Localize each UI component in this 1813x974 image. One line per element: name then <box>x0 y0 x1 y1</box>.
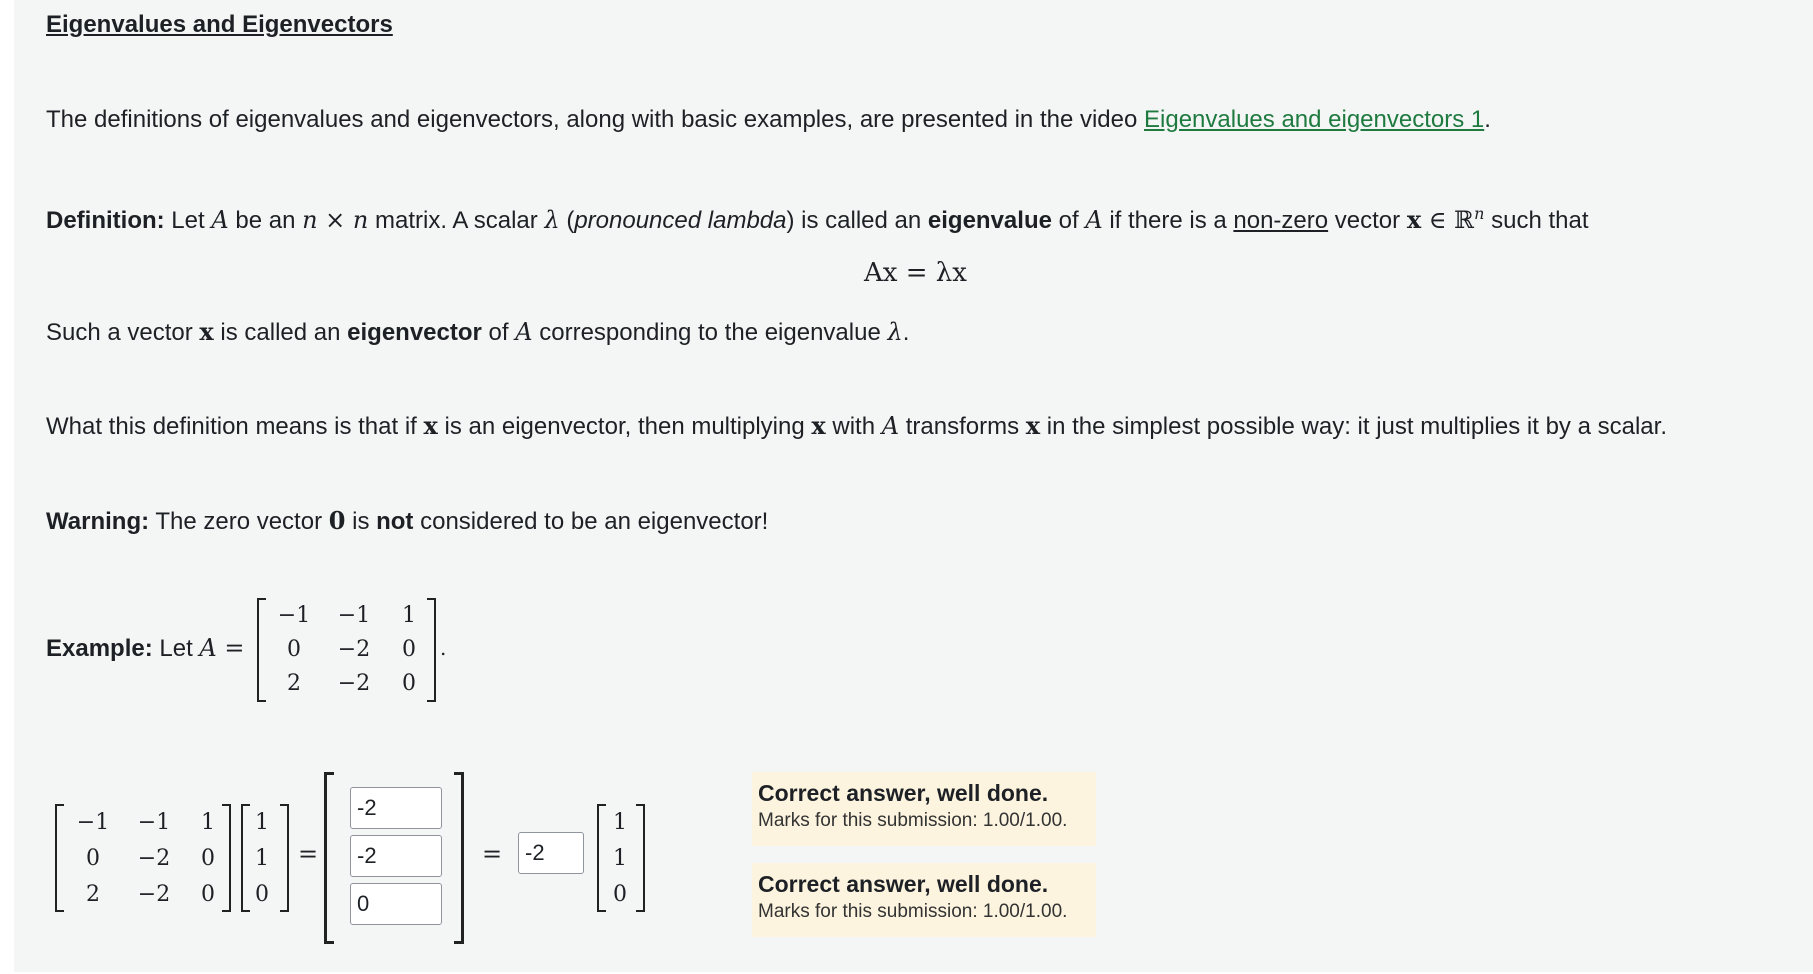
video-link[interactable]: Eigenvalues and eigenvectors 1 <box>1144 106 1485 133</box>
text: is <box>345 508 377 535</box>
result-input-3[interactable] <box>350 883 442 925</box>
feedback-marks: Marks for this submission: 1.00/1.00. <box>758 810 1068 831</box>
eigen-equation <box>864 256 967 289</box>
warning-label: Warning: <box>46 508 150 535</box>
vector-cell: 1 <box>255 809 269 835</box>
vector-cell: 0 <box>613 881 627 907</box>
eigenvector-column <box>606 804 634 908</box>
text: corresponding to the eigenvalue <box>532 319 888 346</box>
vector-cell: 0 <box>255 881 269 907</box>
section-title: Eigenvalues and Eigenvectors <box>46 11 393 38</box>
definition-label: Definition: <box>46 207 165 234</box>
right-bracket <box>454 772 464 944</box>
text: in the simplest possible way: it just multiplies it by a scalar. <box>1040 413 1667 440</box>
feedback-box <box>752 863 1096 937</box>
text: Let <box>164 207 212 234</box>
text: Such a vector <box>46 319 200 346</box>
vector-cell: 1 <box>613 809 627 835</box>
text: if there is a <box>1102 207 1234 234</box>
computation-vector <box>248 804 276 908</box>
text: is called an <box>213 319 348 346</box>
matrix-cell: 0 <box>402 670 416 696</box>
example-matrix-grid <box>266 598 436 700</box>
matrix-cell: −2 <box>137 881 171 907</box>
eigenvector-term: eigenvector <box>347 319 482 346</box>
right-bracket <box>280 804 289 912</box>
math-equals: = <box>216 634 245 662</box>
matrix-cell: 2 <box>86 881 100 907</box>
feedback-marks: Marks for this submission: 1.00/1.00. <box>758 901 1068 922</box>
math-lambda: λ <box>887 318 903 346</box>
matrix-cell: −2 <box>137 845 171 871</box>
text: transforms <box>899 413 1026 440</box>
intro-period: . <box>1484 106 1491 133</box>
math-x: x <box>199 317 214 346</box>
text: of <box>481 319 516 346</box>
example-label: Example: <box>46 635 153 662</box>
left-bracket <box>55 804 64 912</box>
intro-paragraph <box>46 105 1491 135</box>
matrix-cell: 0 <box>201 845 215 871</box>
period: . <box>440 636 447 660</box>
math-A: A <box>881 412 900 440</box>
text: of <box>1051 207 1086 234</box>
text: such that <box>1484 207 1589 234</box>
math-n-superscript: n <box>1474 204 1485 223</box>
right-bracket <box>222 804 231 912</box>
warning-paragraph <box>46 506 768 537</box>
left-bracket <box>597 804 606 912</box>
math-A: A <box>211 206 229 234</box>
right-bracket <box>427 598 436 702</box>
math-lambda: λ <box>544 206 560 234</box>
matrix-cell: 1 <box>201 809 215 835</box>
text: be an <box>228 207 303 234</box>
result-input-1[interactable] <box>350 787 442 829</box>
math-nxn: n × n <box>302 206 369 234</box>
vector-cell: 1 <box>613 845 627 871</box>
feedback-box <box>752 772 1096 846</box>
text: The zero vector <box>149 508 329 535</box>
matrix-cell: −2 <box>337 636 371 662</box>
computation-matrix <box>64 804 232 908</box>
intro-text: The definitions of eigenvalues and eigenvectors, along with basic examples, are presented in the video <box>46 106 1145 133</box>
right-bracket <box>636 804 645 912</box>
text: ) is called an <box>786 207 928 234</box>
text: ( <box>559 207 575 234</box>
equals-sign: = <box>482 840 503 868</box>
eigenvalue-term: eigenvalue <box>927 207 1052 234</box>
math-A: A <box>515 318 533 346</box>
math-zero-vector: 0 <box>328 506 346 535</box>
vector-cell: 1 <box>255 845 269 871</box>
text: . <box>902 319 910 346</box>
result-input-2[interactable] <box>350 835 442 877</box>
left-bracket <box>324 772 334 944</box>
text: Let <box>152 635 200 662</box>
pronounced-note: pronounced lambda <box>574 207 787 234</box>
matrix-cell: 0 <box>402 636 416 662</box>
text: with <box>825 413 882 440</box>
math-A: A <box>199 634 217 662</box>
text: is an eigenvector, then multiplying <box>437 413 812 440</box>
definition-paragraph <box>46 199 1588 236</box>
matrix-cell: −2 <box>337 670 371 696</box>
text: considered to be an eigenvector! <box>413 508 769 535</box>
eigenvector-paragraph <box>46 317 909 348</box>
matrix-cell: 0 <box>201 881 215 907</box>
math-x: x <box>1406 205 1422 234</box>
matrix-cell: 2 <box>287 670 301 696</box>
matrix-cell: 0 <box>86 845 100 871</box>
matrix-cell: −1 <box>277 602 311 628</box>
matrix-cell: 1 <box>402 602 416 628</box>
example-label-line <box>46 633 245 664</box>
equals-sign: = <box>298 840 319 868</box>
matrix-cell: 0 <box>287 636 301 662</box>
math-x: x <box>423 411 438 440</box>
math-in-R: ∈ ℝ <box>1421 206 1475 234</box>
text: vector <box>1328 207 1407 234</box>
feedback-title: Correct answer, well done. <box>758 780 1049 806</box>
equation-text: Ax = λx <box>864 258 967 288</box>
math-x: x <box>1025 411 1041 440</box>
matrix-cell: −1 <box>137 809 171 835</box>
nonzero-term: non-zero <box>1233 207 1329 234</box>
eigenvalue-input[interactable] <box>518 832 584 874</box>
not-term: not <box>376 508 414 535</box>
left-bracket <box>257 598 266 702</box>
meaning-paragraph <box>46 411 1667 442</box>
matrix-cell: −1 <box>337 602 371 628</box>
matrix-cell: −1 <box>76 809 110 835</box>
math-A: A <box>1085 206 1103 234</box>
content-area <box>14 0 1813 972</box>
text: matrix. A scalar <box>368 207 545 234</box>
math-x: x <box>811 411 826 440</box>
text: What this definition means is that if <box>46 413 424 440</box>
feedback-title: Correct answer, well done. <box>758 871 1049 897</box>
